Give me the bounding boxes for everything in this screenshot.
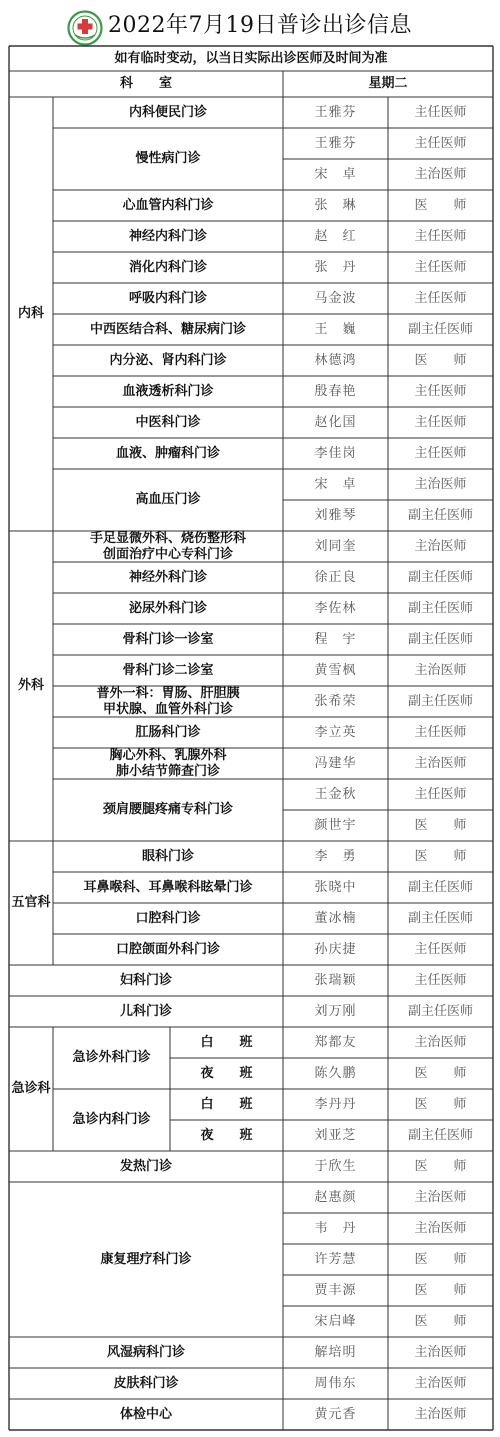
clinic-name: 口腔颌面外科门诊: [115, 941, 220, 957]
doctor-name: 张希荣: [314, 693, 357, 709]
doctor-name: 李立英: [314, 724, 357, 740]
clinic-name: 口腔科门诊: [135, 910, 201, 926]
doctor-title: 副主任医师: [407, 569, 473, 585]
doctor-name: 韦 丹: [314, 1220, 357, 1236]
doctor-name: 张瑞颖: [314, 972, 357, 988]
doctor-name: 于欣生: [314, 1158, 357, 1174]
doctor-title: 副主任医师: [407, 321, 473, 337]
doctor-title: 主任医师: [414, 414, 467, 430]
clinic-name: 血液透析科门诊: [122, 383, 214, 399]
department-group: 五官科: [11, 895, 51, 910]
doctor-title: 主治医师: [414, 1034, 467, 1050]
doctor-name: 林德鸿: [314, 352, 357, 368]
doctor-name: 殷春艳: [314, 383, 357, 399]
doctor-title: 主治医师: [414, 662, 467, 678]
doctor-name: 宋 卓: [314, 476, 357, 492]
doctor-name: 赵 红: [314, 228, 357, 244]
shift-label: 夜 班: [200, 1127, 253, 1143]
doctor-title: 医 师: [414, 1251, 467, 1267]
clinic-name: 妇科门诊: [119, 972, 172, 988]
doctor-title: 副主任医师: [407, 1127, 473, 1143]
clinic-name: 中医科门诊: [135, 414, 201, 430]
shift-label: 夜 班: [200, 1065, 253, 1081]
doctor-title: 主任医师: [414, 972, 467, 988]
clinic-name: 内科便民门诊: [128, 104, 207, 120]
doctor-name: 徐正良: [314, 569, 357, 585]
doctor-name: 孙庆捷: [314, 941, 357, 957]
doctor-title: 副主任医师: [407, 910, 473, 926]
doctor-name: 王 巍: [314, 321, 357, 337]
clinic-name: 慢性病门诊: [135, 151, 201, 166]
clinic-name: 普外一科：胃肠、肝胆胰 甲状腺、血管外科门诊: [96, 685, 240, 717]
doctor-title: 主任医师: [414, 135, 467, 151]
doctor-title: 副主任医师: [407, 693, 473, 709]
doctor-name: 程 宇: [314, 631, 357, 647]
notice-text: 如有临时变动，以当日实际出诊医师及时间为准: [114, 50, 388, 66]
doctor-title: 副主任医师: [407, 507, 473, 523]
clinic-name: 内分泌、肾内科门诊: [109, 352, 227, 368]
doctor-name: 李 勇: [314, 848, 357, 864]
doctor-name: 贾丰源: [314, 1282, 357, 1298]
doctor-name: 郑都友: [314, 1034, 357, 1050]
clinic-name: 骨科门诊一诊室: [122, 631, 214, 647]
doctor-title: 主任医师: [414, 228, 467, 244]
doctor-name: 宋启峰: [314, 1313, 357, 1329]
page-title: 2022年7月19日普诊出诊信息: [108, 13, 412, 38]
doctor-name: 张 丹: [314, 259, 357, 275]
doctor-title: 医 师: [414, 1096, 467, 1112]
doctor-name: 颜世宇: [314, 817, 357, 833]
clinic-name: 儿科门诊: [119, 1003, 172, 1019]
doctor-title: 医 师: [414, 197, 467, 213]
doctor-title: 主治医师: [414, 1189, 467, 1205]
doctor-title: 主任医师: [414, 383, 467, 399]
doctor-name: 刘同奎: [314, 538, 357, 554]
doctor-name: 赵惠颜: [314, 1189, 357, 1205]
doctor-name: 张 琳: [314, 197, 357, 213]
doctor-name: 李丹丹: [314, 1096, 357, 1112]
doctor-title: 主治医师: [414, 1344, 467, 1360]
clinic-name: 手足显微外科、烧伤整形科 创面治疗中心专科门诊: [89, 530, 246, 562]
doctor-name: 陈久鹏: [314, 1065, 357, 1081]
doctor-name: 刘亚芝: [314, 1127, 357, 1143]
doctor-title: 医 师: [414, 1158, 467, 1174]
doctor-title: 主治医师: [414, 1406, 467, 1422]
clinic-name: 神经内科门诊: [128, 228, 207, 244]
doctor-name: 许芳慧: [314, 1251, 357, 1267]
clinic-name: 高血压门诊: [135, 492, 201, 507]
doctor-name: 李佐林: [314, 600, 357, 616]
clinic-name: 发热门诊: [119, 1158, 172, 1174]
doctor-name: 王雅芬: [314, 104, 357, 120]
doctor-title: 副主任医师: [407, 1003, 473, 1019]
clinic-name: 呼吸内科门诊: [128, 290, 207, 306]
clinic-name: 耳鼻喉科、耳鼻喉科眩晕门诊: [83, 879, 253, 895]
doctor-title: 医 师: [414, 848, 467, 864]
doctor-title: 医 师: [414, 1313, 467, 1329]
clinic-name: 神经外科门诊: [128, 569, 207, 585]
clinic-name: 眼科门诊: [141, 848, 194, 864]
doctor-title: 主任医师: [414, 104, 467, 120]
clinic-name: 皮肤科门诊: [113, 1375, 179, 1391]
doctor-title: 医 师: [414, 1065, 467, 1081]
clinic-name: 肛肠科门诊: [135, 724, 201, 740]
doctor-name: 赵化国: [314, 414, 357, 430]
doctor-name: 周伟东: [314, 1375, 357, 1391]
clinic-name: 急诊外科门诊: [72, 1050, 151, 1065]
header-day: 星期二: [368, 76, 408, 91]
clinic-name: 骨科门诊二诊室: [122, 662, 214, 678]
doctor-title: 主任医师: [414, 786, 467, 802]
clinic-name: 泌尿外科门诊: [128, 600, 207, 616]
doctor-title: 医 师: [414, 1282, 467, 1298]
clinic-name: 血液、肿瘤科门诊: [115, 445, 220, 461]
doctor-name: 王雅芬: [314, 135, 357, 151]
clinic-name: 心血管内科门诊: [122, 197, 214, 213]
doctor-name: 冯建华: [314, 755, 357, 771]
doctor-title: 主任医师: [414, 290, 467, 306]
shift-label: 白 班: [200, 1034, 253, 1050]
doctor-name: 张晓中: [314, 879, 357, 895]
doctor-name: 王金秋: [314, 786, 357, 802]
doctor-title: 主治医师: [414, 1375, 467, 1391]
clinic-name: 风湿病科门诊: [106, 1344, 185, 1360]
clinic-name: 消化内科门诊: [128, 259, 207, 275]
doctor-title: 副主任医师: [407, 600, 473, 616]
doctor-name: 马金波: [314, 290, 357, 306]
doctor-title: 副主任医师: [407, 879, 473, 895]
clinic-name: 康复理疗科门诊: [100, 1251, 192, 1267]
doctor-title: 副主任医师: [407, 631, 473, 647]
department-group: 急诊科: [11, 1081, 51, 1096]
doctor-title: 主治医师: [414, 166, 467, 182]
doctor-name: 黄雪枫: [314, 662, 357, 678]
doctor-name: 宋 卓: [314, 166, 357, 182]
shift-label: 白 班: [200, 1096, 253, 1112]
doctor-title: 主治医师: [414, 755, 467, 771]
clinic-name: 颈肩腰腿疼痛专科门诊: [102, 802, 233, 817]
clinic-name: 胸心外科、乳腺外科 肺小结节筛查门诊: [109, 747, 227, 779]
doctor-title: 主治医师: [414, 1220, 467, 1236]
doctor-name: 解培明: [314, 1344, 357, 1360]
doctor-name: 刘雅琴: [314, 507, 357, 523]
doctor-title: 主治医师: [414, 476, 467, 492]
doctor-name: 刘万刚: [314, 1003, 357, 1019]
doctor-title: 主任医师: [414, 941, 467, 957]
department-group: 内科: [17, 306, 44, 321]
header-dept: 科 室: [119, 76, 172, 91]
doctor-title: 主任医师: [414, 445, 467, 461]
clinic-name: 体检中心: [119, 1406, 172, 1422]
doctor-title: 医 师: [414, 817, 467, 833]
doctor-title: 主任医师: [414, 259, 467, 275]
doctor-title: 主任医师: [414, 724, 467, 740]
doctor-name: 黄元香: [314, 1406, 357, 1422]
department-group: 外科: [17, 678, 44, 693]
clinic-name: 急诊内科门诊: [72, 1112, 151, 1127]
clinic-name: 中西医结合科、糖尿病门诊: [89, 321, 246, 337]
doctor-name: 李佳岗: [314, 445, 357, 461]
doctor-name: 董冰楠: [314, 910, 357, 926]
doctor-title: 主治医师: [414, 538, 467, 554]
doctor-title: 医 师: [414, 352, 467, 368]
